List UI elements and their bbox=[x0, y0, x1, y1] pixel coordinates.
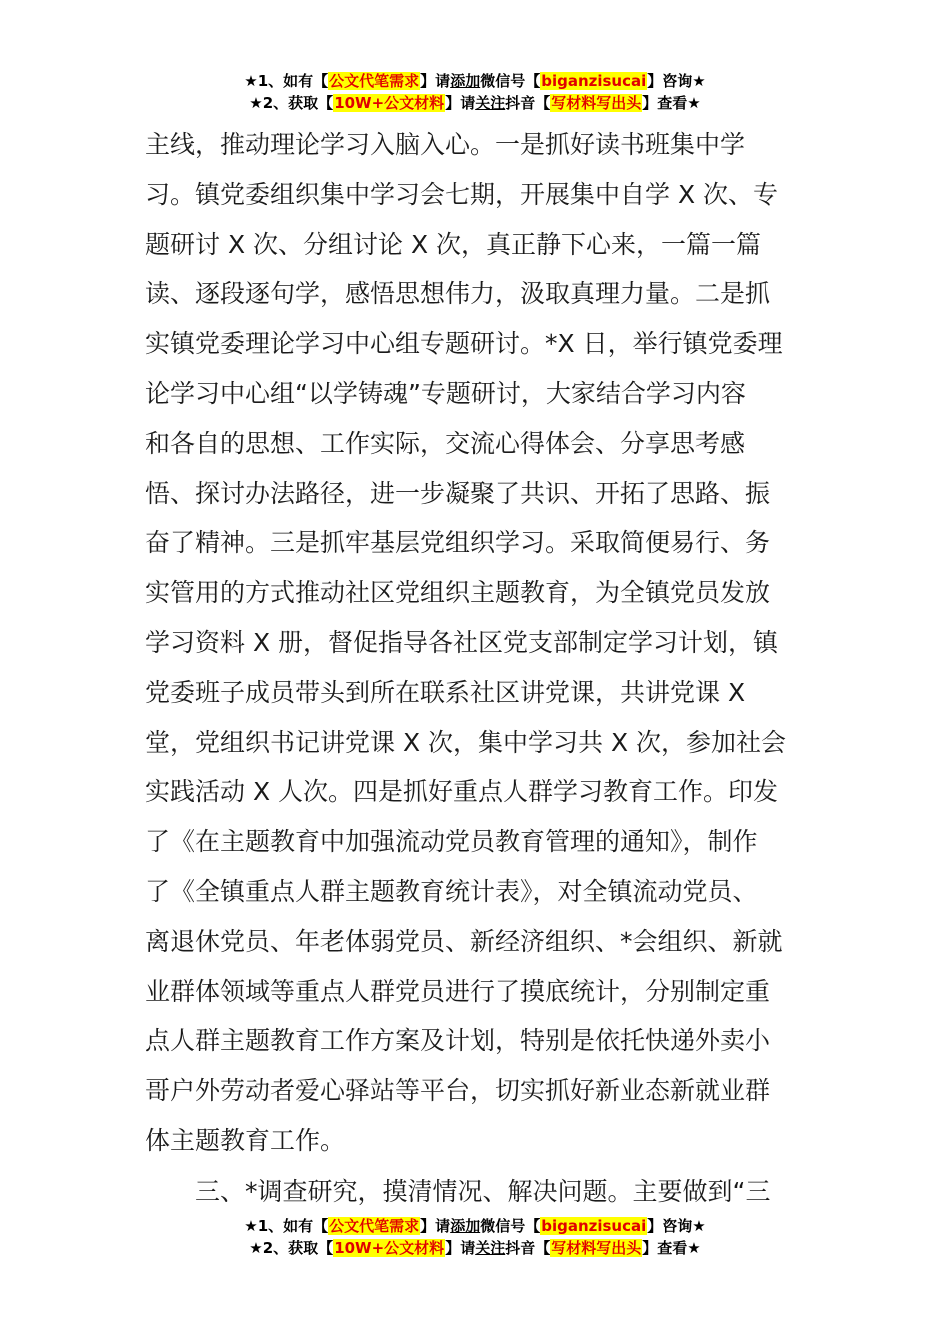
body-line: 实践活动 X 人次。四是抓好重点人群学习教育工作。印发 bbox=[145, 777, 779, 807]
body-line: 题研讨 X 次、分组讨论 X 次，真正静下心来，一篇一篇 bbox=[145, 229, 762, 259]
header-highlight-douyin-account: 写材料写出头 bbox=[551, 94, 642, 112]
footer-banner bbox=[0, 1215, 950, 1259]
footer-highlight-douyin-account: 写材料写出头 bbox=[551, 1239, 642, 1257]
footer-line-1-mid2: 微信号【 bbox=[480, 1217, 541, 1235]
body-line: 学习资料 X 册，督促指导各社区党支部制定学习计划，镇 bbox=[145, 627, 779, 657]
body-line: 党委班子成员带头到所在联系社区讲党课，共讲党课 X bbox=[145, 677, 746, 707]
header-highlight-materials: 10W+公文材料 bbox=[334, 94, 445, 112]
body-line: 离退休党员、年老体弱党员、新经济组织、*会组织、新就 bbox=[145, 926, 783, 956]
body-line: 悟、探讨办法路径，进一步凝聚了共识、开拓了思路、振 bbox=[145, 478, 771, 508]
body-line: 哥户外劳动者爱心驿站等平台，切实抓好新业态新就业群 bbox=[145, 1076, 771, 1106]
header-line-2-suffix: 】查看★ bbox=[642, 94, 701, 112]
header-line-2 bbox=[0, 92, 950, 114]
body-line: 了《在主题教育中加强流动党员教育管理的通知》，制作 bbox=[145, 827, 758, 857]
footer-highlight-materials: 10W+公文材料 bbox=[334, 1239, 445, 1257]
footer-line-1 bbox=[0, 1215, 950, 1237]
header-highlight-wechat-id: biganzisucai bbox=[541, 72, 647, 90]
header-line-1-prefix: ★1、如有【 bbox=[244, 72, 329, 90]
body-line: 习。镇党委组织集中学习会七期，开展集中自学 X 次、专 bbox=[145, 179, 779, 209]
body-line: 了《全镇重点人群主题教育统计表》，对全镇流动党员、 bbox=[145, 876, 758, 906]
footer-line-2-suffix: 】查看★ bbox=[642, 1239, 701, 1257]
body-line: 和各自的思想、工作实际，交流心得体会、分享思考感 bbox=[145, 428, 746, 458]
body-line: 点人群主题教育工作方案及计划，特别是依托快递外卖小 bbox=[145, 1026, 771, 1056]
footer-line-1-prefix: ★1、如有【 bbox=[244, 1217, 329, 1235]
header-banner bbox=[0, 70, 950, 114]
body-line: 论学习中心组“以学铸魂”专题研讨，大家结合学习内容 bbox=[145, 378, 746, 408]
footer-line-2-prefix: ★2、获取【 bbox=[249, 1239, 334, 1257]
footer-highlight-ghostwriting: 公文代笔需求 bbox=[329, 1217, 420, 1235]
section-three-heading: 三、*调查研究，摸清情况、解决问题。主要做到“三 bbox=[195, 1177, 771, 1206]
footer-line-1-suffix: 】咨询★ bbox=[647, 1217, 706, 1235]
body-line: 体主题教育工作。 bbox=[145, 1125, 346, 1155]
body-line: 堂，党组织书记讲党课 X 次，集中学习共 X 次，参加社会 bbox=[145, 727, 787, 757]
header-line-1 bbox=[0, 70, 950, 92]
document-body bbox=[145, 120, 810, 1166]
body-line: 主线，推动理论学习入脑入心。一是抓好读书班集中学 bbox=[145, 130, 746, 159]
footer-line-2-mid1: 】请 bbox=[445, 1239, 476, 1257]
header-line-1-mid1: 】请 bbox=[420, 72, 451, 90]
footer-emph-follow: 关注 bbox=[475, 1239, 506, 1257]
header-emph-follow: 关注 bbox=[475, 94, 506, 112]
header-line-2-prefix: ★2、获取【 bbox=[249, 94, 334, 112]
body-line: 实镇党委理论学习中心组专题研讨。*X 日，举行镇党委理 bbox=[145, 329, 783, 359]
header-highlight-ghostwriting: 公文代笔需求 bbox=[329, 72, 420, 90]
header-line-2-mid2: 抖音【 bbox=[505, 94, 551, 112]
header-line-1-suffix: 】咨询★ bbox=[647, 72, 706, 90]
header-line-2-mid1: 】请 bbox=[445, 94, 476, 112]
body-line: 读、逐段逐句学，感悟思想伟力，汲取真理力量。二是抓 bbox=[145, 279, 771, 309]
footer-emph-add: 添加 bbox=[450, 1217, 481, 1235]
header-line-1-mid2: 微信号【 bbox=[480, 72, 541, 90]
body-line: 奋了精神。三是抓牢基层党组织学习。采取简便易行、务 bbox=[145, 528, 771, 558]
body-line: 实管用的方式推动社区党组织主题教育，为全镇党员发放 bbox=[145, 578, 771, 608]
header-emph-add: 添加 bbox=[450, 72, 481, 90]
footer-highlight-wechat-id: biganzisucai bbox=[541, 1217, 647, 1235]
footer-line-2-mid2: 抖音【 bbox=[505, 1239, 551, 1257]
footer-line-2 bbox=[0, 1237, 950, 1259]
footer-line-1-mid1: 】请 bbox=[420, 1217, 451, 1235]
body-line: 业群体领域等重点人群党员进行了摸底统计，分别制定重 bbox=[145, 976, 771, 1006]
